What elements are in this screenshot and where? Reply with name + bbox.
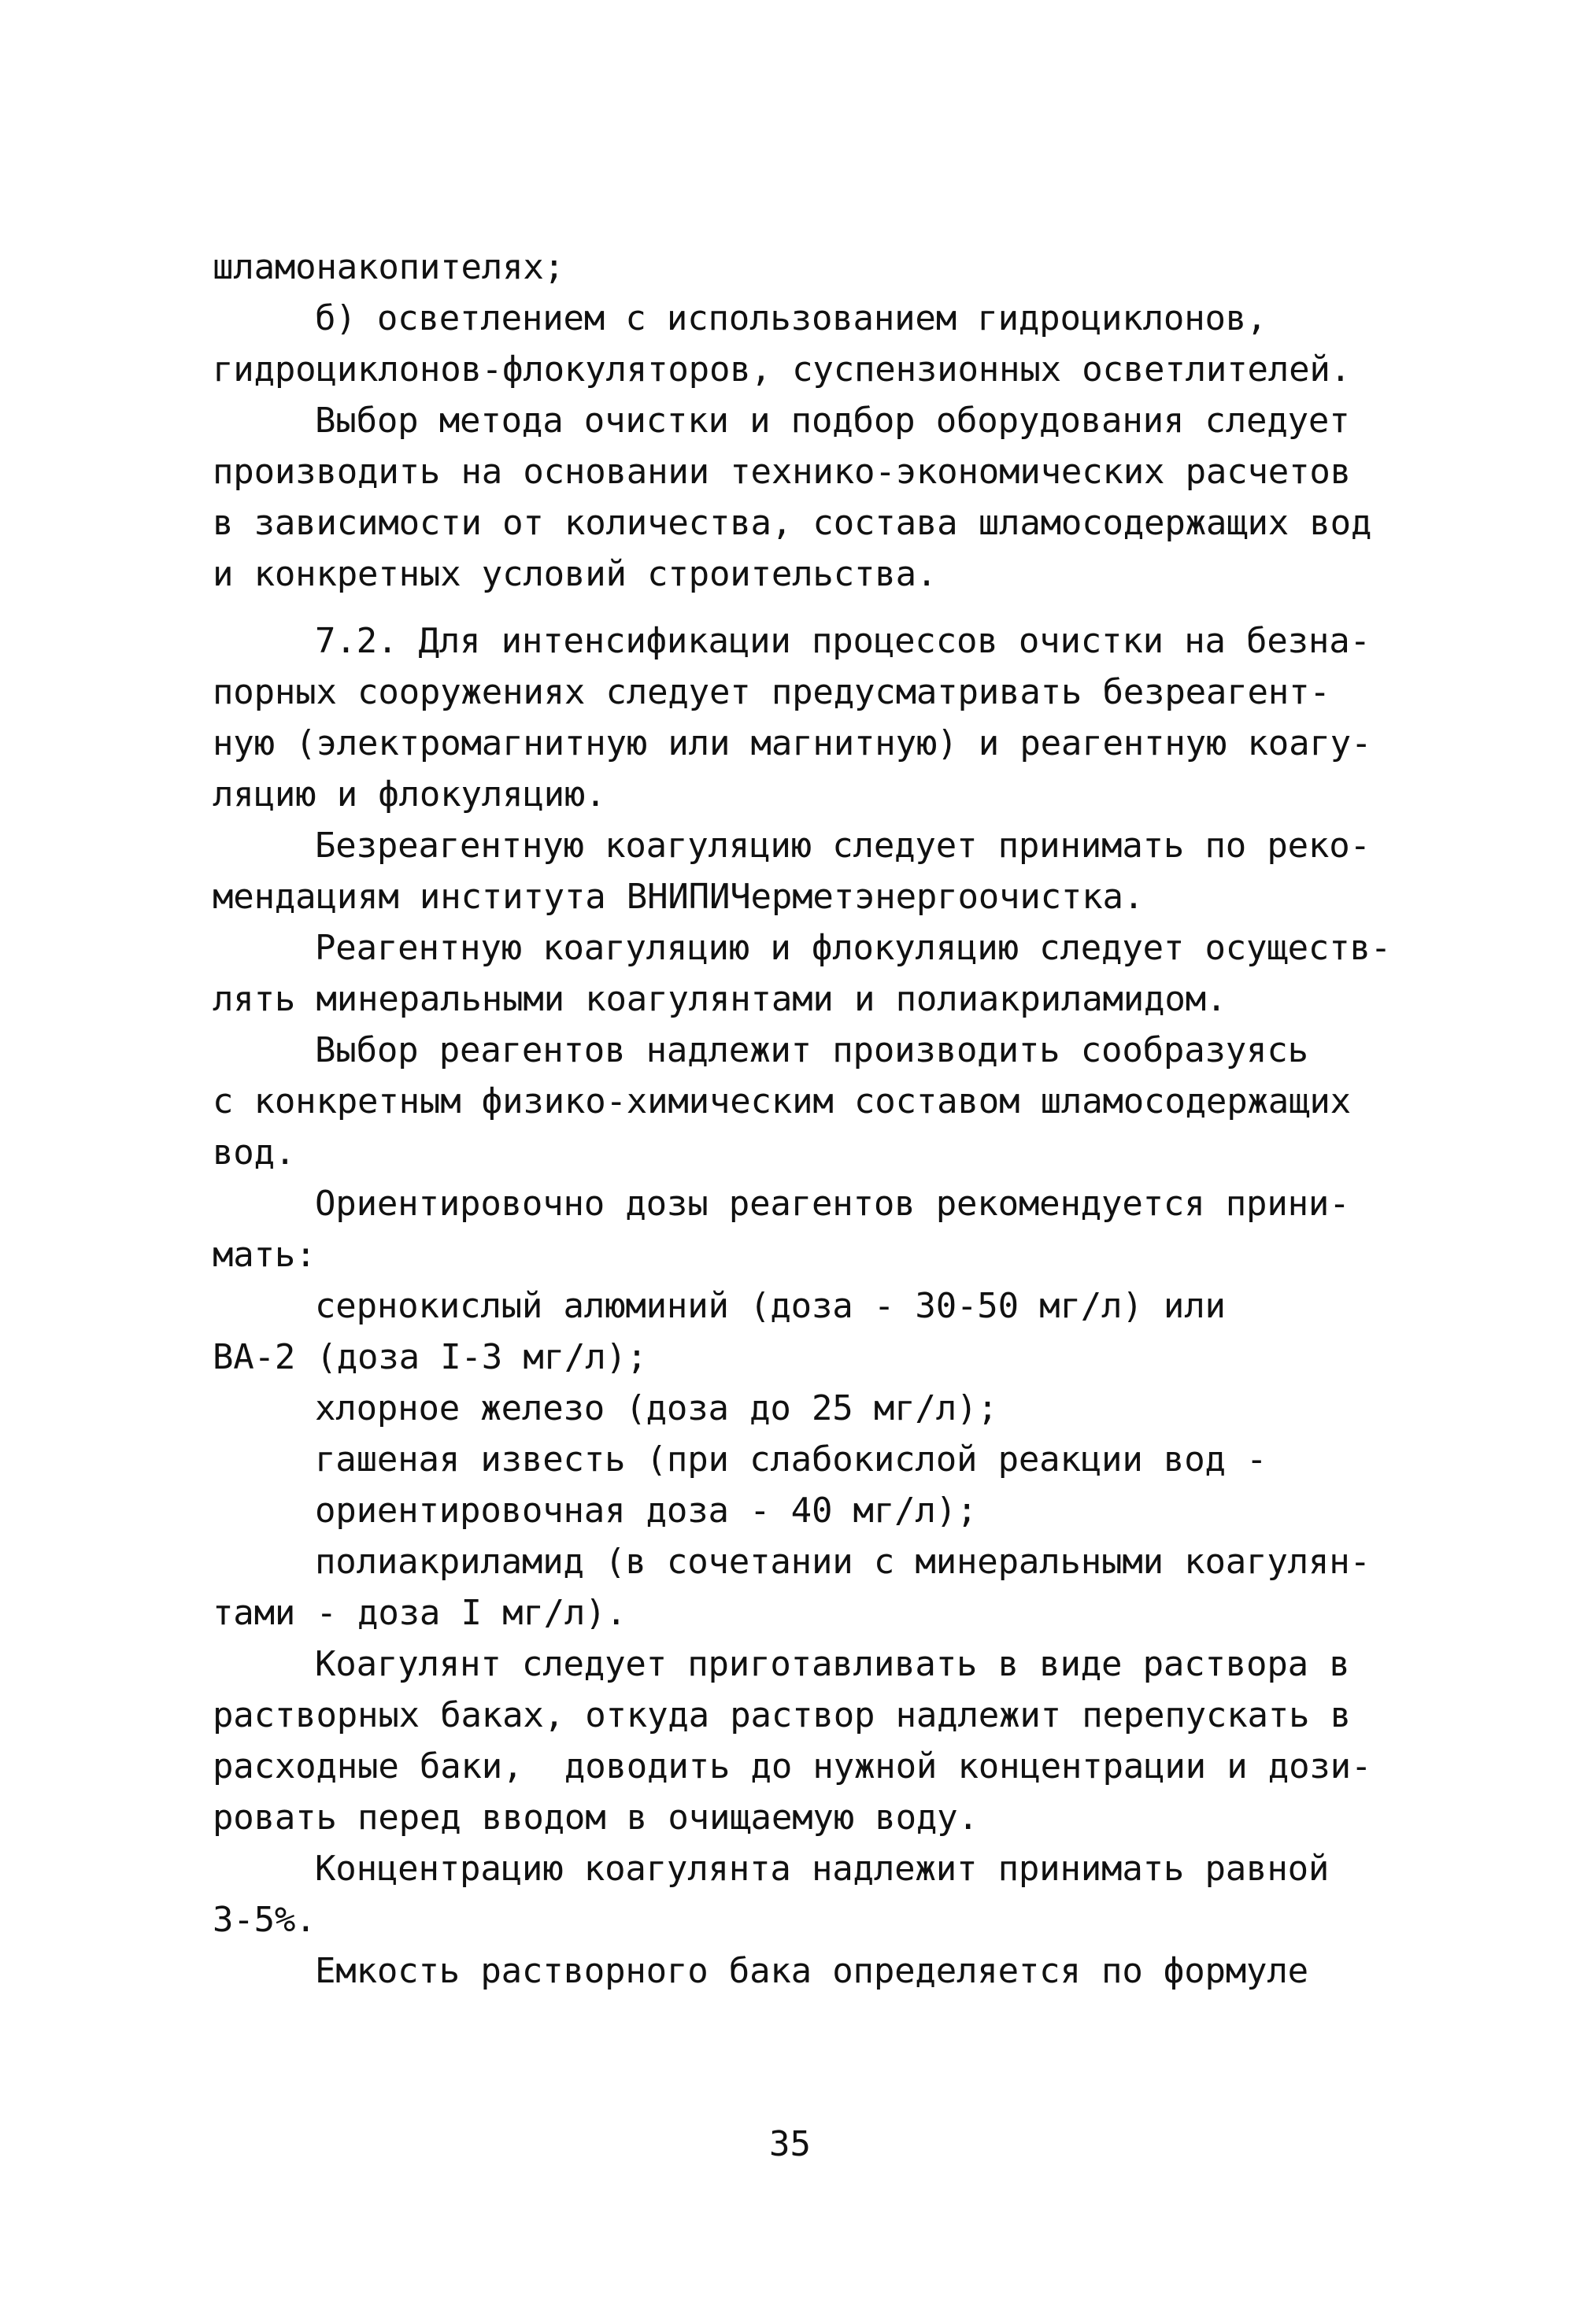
text-line: расходные баки, доводить до нужной концентрации и дози- (213, 1746, 1372, 1786)
text-line: растворных баках, откуда раствор надлежит перепускать в (213, 1695, 1351, 1735)
list-item-line: сернокислый алюминий (доза - 30-50 мг/л) или (315, 1286, 1226, 1326)
text-line: Ориентировочно дозы реагентов рекомендуется прини- (315, 1184, 1350, 1224)
section-heading-line: 7.2. Для интенсификации процессов очистки на безна- (315, 621, 1371, 661)
text-line: ную (электромагнитную или магнитную) и реагентную коагу- (213, 723, 1372, 763)
text-line: шламонакопителях; (213, 247, 564, 287)
text-line: 3-5%. (213, 1900, 316, 1940)
text-line: Реагентную коагуляцию и флокуляцию следует осуществ- (315, 928, 1392, 968)
list-item-line: полиакриламид (в сочетании с минеральными коагулян- (315, 1542, 1371, 1582)
text-line: Емкость растворного бака определяется по формуле (315, 1951, 1308, 1991)
list-item-line: гашеная известь (при слабокислой реакции вод - (315, 1439, 1267, 1480)
text-line: ляцию и флокуляцию. (213, 774, 606, 815)
text-line: вод. (213, 1132, 296, 1173)
text-line: в зависимости от количества, состава шламосодержащих вод (213, 503, 1372, 543)
text-line: порных сооружениях следует предусматривать безреагент- (213, 672, 1330, 712)
text-line: лять минеральными коагулянтами и полиакриламидом. (213, 979, 1227, 1019)
list-item-line: хлорное железо (доза до 25 мг/л); (315, 1388, 998, 1428)
text-line: Выбор реагентов надлежит производить сообразуясь (315, 1030, 1308, 1070)
page-number: 35 (769, 2124, 811, 2164)
list-item-line: ориентировочная доза - 40 мг/л); (315, 1491, 978, 1531)
text-line: Безреагентную коагуляцию следует принимать по реко- (315, 826, 1371, 866)
text-line: Концентрацию коагулянта надлежит принимать равной (315, 1849, 1330, 1889)
text-line: гидроциклонов-флокуляторов, суспензионных осветлителей. (213, 349, 1351, 390)
text-line: и конкретных условий строительства. (213, 554, 938, 594)
text-line: Выбор метода очистки и подбор оборудования следует (315, 401, 1350, 441)
text-line: мендациям института ВНИПИЧерметэнергоочистка. (213, 877, 1145, 917)
text-line: с конкретным физико-химическим составом шламосодержащих (213, 1081, 1351, 1121)
list-item-line: ВА-2 (доза I-3 мг/л); (213, 1337, 648, 1377)
text-line: б) осветлением с использованием гидроциклонов, (315, 298, 1267, 338)
text-line: мать: (213, 1235, 316, 1275)
text-line: производить на основании технико-экономических расчетов (213, 452, 1351, 492)
text-line: Коагулянт следует приготавливать в виде раствора в (315, 1644, 1350, 1684)
list-item-line: тами - доза I мг/л). (213, 1593, 627, 1633)
text-line: ровать перед вводом в очищаемую воду. (213, 1797, 979, 1838)
